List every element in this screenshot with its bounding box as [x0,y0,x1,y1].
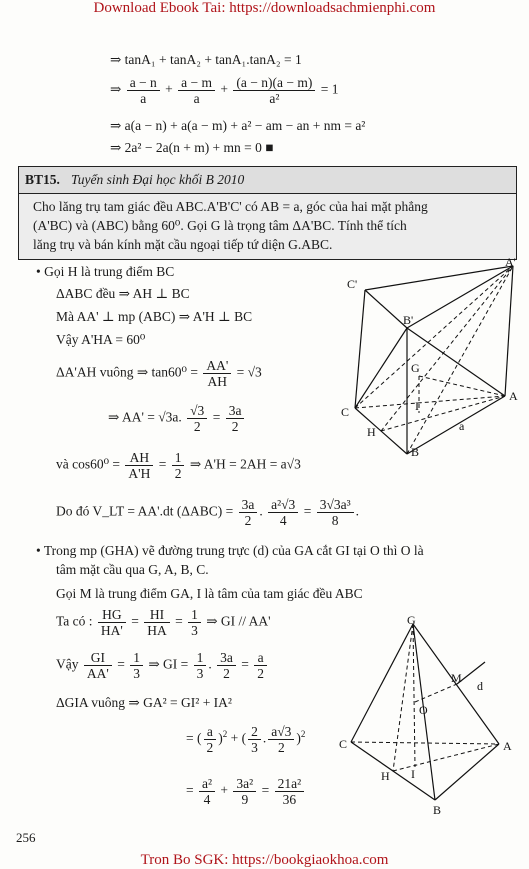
page-number: 256 [16,830,36,845]
text: . [208,656,212,672]
text: = [241,656,249,672]
label-d: d [477,679,483,693]
edge [407,396,505,454]
denominator: 36 [282,792,297,807]
edge [351,624,413,742]
exercise-label: BT15. [25,172,60,187]
implies-symbol: ⇒ [110,81,122,97]
sol1-line5 [56,358,262,389]
text: = [117,656,125,672]
text: Ta có : [56,613,93,629]
text: ⇒ A'H = 2AH = a√3 [189,456,301,472]
text: = [131,613,139,629]
numerator: 3a [226,403,245,419]
numerator: AH [125,450,153,466]
denominator: 3 [251,740,258,755]
exercise-box [18,166,517,260]
hidden-edge [413,624,415,767]
numerator: a − n [127,75,160,91]
fraction [144,607,170,638]
fraction [199,776,215,807]
denominator: 4 [203,792,211,807]
fraction [317,497,354,528]
sol1-line6 [108,403,246,434]
hidden-edge [351,742,499,744]
label-B: B [411,445,420,458]
edge [505,266,513,396]
denominator: 2 [257,666,264,681]
edge [407,328,505,396]
text: = [303,503,312,519]
equals-one: = 1 [320,81,339,97]
eq-tan-sum: ⇒ tanA₁ + tanA₂ + tanA₁.tanA₂ = 1 [110,52,302,67]
sol1-line2: ΔABC đều ⇒ AH ⊥ BC [56,286,190,301]
numerator: 3√3a³ [317,497,354,513]
prism-figure [335,258,525,458]
numerator: (a − n)(a − m) [233,75,315,91]
sol2-line3 [56,607,271,638]
denominator: 3 [196,666,204,681]
numerator: HG [98,607,126,623]
label-C: C [341,405,350,419]
numerator: 1 [194,650,207,666]
sol2-bullet: • Trong mp (GHA) vẽ đường trung trực (d) của GA cắt GI tại O thì O là [36,543,424,558]
fraction [178,75,215,106]
text: ⇒ AA' = √3a. [108,409,182,425]
denominator: AA' [86,666,109,681]
denominator: 2 [277,740,285,755]
text: và cos60⁰ = [56,456,121,472]
tetrahedron-figure [335,612,525,817]
label-H: H [367,425,376,439]
eq-expand: ⇒ a(a − n) + a(a − m) + a² − am − an + nm = a² [110,118,366,133]
label-B: B [433,803,442,817]
label-O: O [419,703,428,717]
text: = [186,782,194,798]
hidden-edge [393,624,413,771]
denominator: HA' [100,623,123,638]
fraction [194,650,207,681]
text: Do đó V_LT = AA'.dt (ΔABC) = [56,503,234,519]
eq-fraction-line: ⇒ $\frac{a - n}{a}$ + $\frac{a - m}{a}$ + $\frac{(a - n)(a - m)}{\text{a²}}$ = 1 [110,75,339,106]
fraction [233,776,256,807]
text: Vậy [56,656,79,672]
fraction [127,75,160,106]
footer-banner[interactable]: Tron Bo SGK: https://bookgiaokhoa.com [140,852,389,868]
hidden-edge [381,396,505,431]
numerator: 1 [172,450,185,466]
label-G: G [411,361,420,375]
denominator: 2 [223,666,230,681]
text: = √3 [236,364,262,380]
denominator: 2 [244,513,252,528]
fraction [233,75,315,106]
numerator: 3a [217,650,236,666]
denominator: 2 [231,419,239,434]
numerator: GI [84,650,112,666]
sol2-line2: Gọi M là trung điểm GA, I là tâm của tam giác đều ABC [56,586,363,601]
numerator: HI [144,607,170,623]
numerator: a [254,650,267,666]
fraction [239,497,258,528]
denominator: 8 [331,513,339,528]
denominator: 4 [279,513,287,528]
fraction [275,776,305,807]
denominator: 2 [206,740,214,755]
numerator: 3a² [233,776,256,792]
fraction [248,724,261,755]
numerator: AA' [203,358,231,374]
numerator: a [204,724,217,740]
denominator: 9 [241,792,249,807]
fraction [188,607,201,638]
fraction [254,650,267,681]
label-G: G [407,613,416,627]
sol1-line3: Mà AA' ⊥ mp (ABC) ⇒ A'H ⊥ BC [56,309,253,324]
hidden-edge [419,376,505,396]
denominator: a [193,91,200,106]
numerator: √3 [187,403,207,419]
label-I: I [411,767,415,781]
label-H: H [381,769,390,783]
label-I: I [415,399,419,413]
hidden-edge [381,266,513,431]
fraction [187,403,207,434]
sol2-line7 [186,776,306,807]
sol2-bullet-cont: tâm mặt cầu qua G, A, B, C. [56,562,209,577]
text: . [259,503,263,519]
numerator: a√3 [268,724,294,740]
text: = [212,409,221,425]
text: = [175,613,183,629]
edge [365,290,407,328]
fraction [268,724,294,755]
text: . [355,503,360,519]
exercise-text-3: lăng trụ và bán kính mặt cầu ngoại tiếp tứ diện G.ABC. [33,237,333,252]
sol1-bullet: • Gọi H là trung điểm BC [36,264,175,279]
sol2-line6: = ( $\frac{a}{2}$ )$^2$ + ( $\frac{2}{3}$ . $\frac{a√3}{2}$ )$^2$ [186,724,306,755]
edge [355,290,365,408]
label-C: C [339,737,348,751]
label-A: A [509,389,518,403]
denominator: 2 [193,419,201,434]
fraction [172,450,185,481]
fraction [84,650,112,681]
label-A: A [503,739,512,753]
fraction [204,724,217,755]
numerator: a − m [178,75,215,91]
sol1-line7 [56,450,301,481]
fraction [217,650,236,681]
text: + [220,782,229,798]
numerator: 1 [188,607,201,623]
numerator: 21a² [275,776,305,792]
text: = [186,730,194,746]
fraction [130,650,143,681]
exercise-text-1: Cho lăng trụ tam giác đều ABC.A'B'C' có AB = a, góc của hai mặt phẳng [33,199,428,214]
numerator: 2 [248,724,261,740]
text: ⇒ GI // AA' [206,613,271,629]
fraction [125,450,153,481]
fraction [203,358,231,389]
denominator: HA [147,623,167,638]
denominator: 3 [191,623,198,638]
exercise-source: Tuyển sinh Đại học khối B 2010 [71,172,245,187]
label-B1: B' [403,313,414,327]
fraction [226,403,245,434]
text: = [158,456,167,472]
fraction [268,497,298,528]
denominator: A'H [128,466,151,481]
edge [407,266,513,328]
text: ⇒ GI = [148,656,189,672]
denominator: a² [269,91,280,106]
denominator: 2 [174,466,182,481]
sol2-line4 [56,650,269,681]
label-A1: A' [505,258,516,269]
numerator: 1 [130,650,143,666]
text: ΔA'AH vuông ⇒ tan60⁰ = [56,364,198,380]
text: = [261,782,270,798]
denominator: 3 [133,666,140,681]
exercise-text-2: (A'BC) và (ABC) bằng 60⁰. Gọi G là trọng tâm ΔA'BC. Tính thể tích [33,218,407,233]
text: . [262,730,267,746]
exercise-header [19,167,516,194]
header-banner[interactable]: Download Ebook Tai: https://downloadsachmienphi.com [93,0,436,16]
numerator: a² [199,776,215,792]
eq-final: ⇒ 2a² − 2a(n + m) + mn = 0 ■ [110,140,274,155]
sol1-line4: Vậy A'HA = 60⁰ [56,332,146,347]
sol1-volume [56,497,359,528]
label-a: a [459,419,465,433]
denominator: AH [207,374,228,389]
edge [435,744,499,800]
fraction [98,607,126,638]
label-C1: C' [347,277,358,291]
label-M: M [451,671,462,685]
sol2-line5: ΔGIA vuông ⇒ GA² = GI² + IA² [56,695,232,710]
numerator: a²√3 [268,497,298,513]
denominator: a [140,91,147,106]
numerator: 3a [239,497,258,513]
text: + [230,730,239,746]
